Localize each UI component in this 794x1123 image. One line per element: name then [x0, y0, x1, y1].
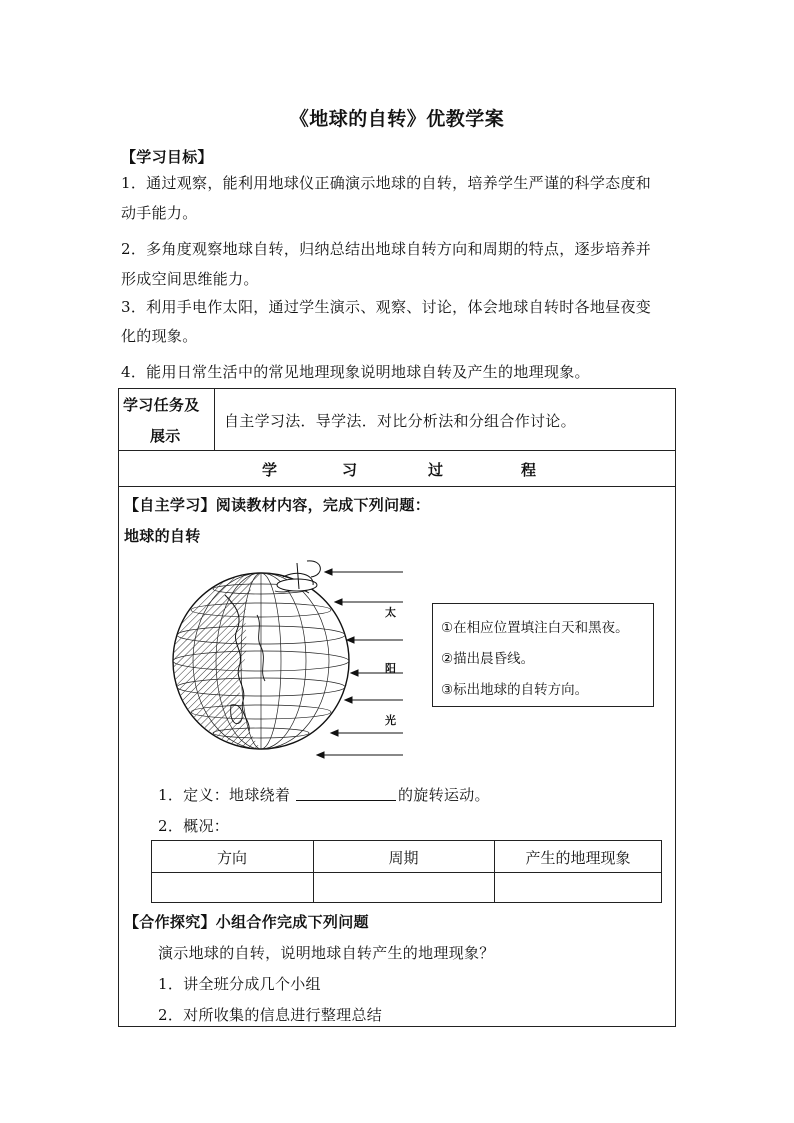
objective-1-line2: 动手能力。 — [121, 204, 198, 222]
self-study-heading: 【自主学习】阅读教材内容，完成下列问题： — [124, 496, 431, 514]
objective-2-line2: 形成空间思维能力。 — [121, 270, 259, 288]
cooperation-step-1: 1．讲全班分成几个小组 — [158, 975, 321, 993]
process-char-4: 程 — [521, 461, 537, 479]
table-divider — [118, 486, 676, 487]
task-value: 自主学习法．导学法．对比分析法和分组合作讨论。 — [224, 412, 576, 430]
overview-cell-phenomena[interactable] — [495, 873, 661, 902]
cooperation-question: 演示地球的自转，说明地球自转产生的地理现象？ — [158, 944, 495, 962]
overview-header-period: 周期 — [388, 849, 419, 867]
self-study-subheading: 地球的自转 — [124, 527, 201, 545]
instruction-1: ①在相应位置填注白天和黑夜。 — [441, 620, 629, 636]
definition-prefix: 1．定义：地球绕着 — [158, 786, 291, 804]
process-char-1: 学 — [262, 461, 278, 479]
overview-cell-period[interactable] — [314, 873, 493, 902]
table-divider — [214, 388, 215, 450]
process-char-3: 过 — [428, 461, 444, 479]
instruction-2: ②描出晨昏线。 — [441, 651, 535, 667]
sun-label-2: 阳 — [385, 662, 396, 675]
table-divider — [118, 450, 676, 451]
definition-blank[interactable] — [296, 800, 396, 801]
cooperation-heading: 【合作探究】小组合作完成下列问题 — [124, 913, 369, 931]
page-title: 《地球的自转》优教学案 — [289, 108, 505, 130]
task-label-line2: 展示 — [150, 427, 181, 445]
globe-diagram — [165, 555, 415, 765]
overview-header-phenomena: 产生的地理现象 — [525, 849, 631, 867]
instruction-3: ③标出地球的自转方向。 — [441, 682, 589, 698]
objective-3-line2: 化的现象。 — [121, 327, 198, 345]
objectives-heading: 【学习目标】 — [121, 148, 213, 166]
objective-1-line1: 1．通过观察，能利用地球仪正确演示地球的自转，培养学生严谨的科学态度和 — [121, 174, 652, 192]
overview-cell-direction[interactable] — [152, 873, 312, 902]
overview-label: 2．概况： — [158, 817, 230, 835]
task-label-line1: 学习任务及 — [123, 396, 200, 414]
sun-label-3: 光 — [385, 714, 396, 727]
sun-label-1: 太 — [385, 606, 396, 619]
process-char-2: 习 — [342, 461, 358, 479]
objective-4: 4．能用日常生活中的常见地理现象说明地球自转及产生的地理现象。 — [121, 363, 590, 381]
objective-3-line1: 3．利用手电作太阳，通过学生演示、观察、讨论，体会地球自转时各地昼夜变 — [121, 298, 652, 316]
objective-2-line1: 2．多角度观察地球自转，归纳总结出地球自转方向和周期的特点，逐步培养并 — [121, 240, 652, 258]
overview-header-direction: 方向 — [216, 849, 247, 867]
cooperation-step-2: 2．对所收集的信息进行整理总结 — [158, 1006, 383, 1024]
earth-icon — [173, 561, 349, 749]
definition-suffix: 的旋转运动。 — [398, 786, 490, 804]
